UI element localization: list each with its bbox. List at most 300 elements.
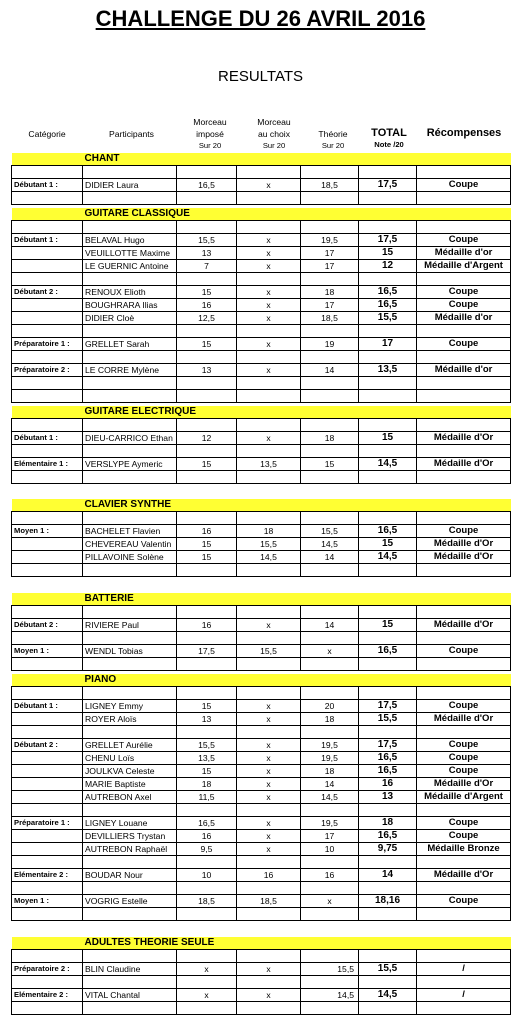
impose-score-cell: 15 <box>177 700 237 713</box>
total-cell: 17,5 <box>359 179 417 192</box>
award-cell: Coupe <box>417 700 511 713</box>
total-cell: 16,5 <box>359 765 417 778</box>
award-cell <box>417 512 511 525</box>
choix-score-cell <box>237 804 301 817</box>
category-cell <box>12 804 83 817</box>
theorie-score-cell <box>301 166 359 179</box>
impose-score-cell <box>177 804 237 817</box>
participant-cell: VITAL Chantal <box>83 989 177 1002</box>
total-cell: 15 <box>359 432 417 445</box>
category-cell <box>12 351 83 364</box>
theorie-score-cell: 14 <box>301 778 359 791</box>
total-cell <box>359 512 417 525</box>
theorie-score-cell <box>301 882 359 895</box>
choix-score-cell: x <box>237 817 301 830</box>
choix-score-cell: x <box>237 338 301 351</box>
blank-row <box>12 1002 511 1015</box>
theorie-score-cell: 18,5 <box>301 179 359 192</box>
impose-score-cell <box>177 882 237 895</box>
category-cell <box>12 1002 83 1015</box>
total-cell <box>359 882 417 895</box>
participant-cell: AUTREBON Axel <box>83 791 177 804</box>
blank-row <box>12 512 511 525</box>
choix-score-cell <box>237 512 301 525</box>
impose-score-cell <box>177 445 237 458</box>
choix-score-cell <box>237 192 301 205</box>
theorie-score-cell: 14,5 <box>301 791 359 804</box>
participant-cell <box>83 658 177 671</box>
blank-row <box>12 882 511 895</box>
theorie-score-cell <box>301 908 359 921</box>
theorie-score-cell <box>301 390 359 403</box>
category-cell <box>12 606 83 619</box>
category-cell <box>12 908 83 921</box>
award-cell <box>417 192 511 205</box>
blank-row <box>12 950 511 963</box>
blank-row <box>12 221 511 234</box>
award-cell: Coupe <box>417 525 511 538</box>
theorie-score-cell <box>301 1002 359 1015</box>
impose-score-cell <box>177 192 237 205</box>
category-cell <box>12 221 83 234</box>
participant-cell <box>83 377 177 390</box>
blank-row <box>12 908 511 921</box>
theorie-score-cell: 15,5 <box>301 963 359 976</box>
participant-cell: LE GUERNIC Antoine <box>83 260 177 273</box>
award-cell: Coupe <box>417 338 511 351</box>
section-title: GUITARE CLASSIQUE <box>83 208 511 221</box>
theorie-score-cell <box>301 512 359 525</box>
result-row <box>12 645 511 658</box>
result-row <box>12 989 511 1002</box>
total-cell: 18,16 <box>359 895 417 908</box>
category-cell <box>12 778 83 791</box>
theorie-score-cell: 18,5 <box>301 312 359 325</box>
choix-score-cell: x <box>237 778 301 791</box>
award-cell: Coupe <box>417 752 511 765</box>
choix-score-cell: x <box>237 364 301 377</box>
award-cell: Coupe <box>417 817 511 830</box>
participant-cell: CHEVEREAU Valentin <box>83 538 177 551</box>
theorie-score-cell <box>301 564 359 577</box>
category-cell: Moyen 1 : <box>12 895 83 908</box>
participant-cell: BOUDAR Nour <box>83 869 177 882</box>
impose-score-cell <box>177 950 237 963</box>
section-table <box>11 593 511 671</box>
participant-cell <box>83 166 177 179</box>
result-row <box>12 830 511 843</box>
participant-cell <box>83 192 177 205</box>
result-row <box>12 312 511 325</box>
award-cell <box>417 471 511 484</box>
category-cell <box>12 843 83 856</box>
blank-row <box>12 445 511 458</box>
impose-score-cell <box>177 512 237 525</box>
category-cell <box>12 765 83 778</box>
result-row <box>12 286 511 299</box>
impose-score-cell <box>177 325 237 338</box>
choix-score-cell: 13,5 <box>237 458 301 471</box>
category-cell: Moyen 1 : <box>12 645 83 658</box>
section-header-spacer <box>12 406 83 419</box>
total-cell <box>359 804 417 817</box>
award-cell <box>417 804 511 817</box>
choix-score-cell <box>237 908 301 921</box>
category-cell <box>12 830 83 843</box>
choix-score-cell: 18,5 <box>237 895 301 908</box>
theorie-score-cell: 17 <box>301 299 359 312</box>
participant-cell: LIGNEY Louane <box>83 817 177 830</box>
theorie-score-cell: 19,5 <box>301 739 359 752</box>
theorie-score-cell: 19,5 <box>301 234 359 247</box>
total-cell: 15 <box>359 538 417 551</box>
header-theorie-line1: Théorie <box>318 129 348 139</box>
impose-score-cell <box>177 390 237 403</box>
theorie-score-cell: x <box>301 645 359 658</box>
category-cell: Débutant 2 : <box>12 739 83 752</box>
section-header-row <box>12 406 511 419</box>
result-row <box>12 765 511 778</box>
total-cell: 17,5 <box>359 739 417 752</box>
result-row <box>12 458 511 471</box>
header-choix <box>244 116 304 152</box>
category-cell <box>12 260 83 273</box>
participant-cell: LE CORRE Mylène <box>83 364 177 377</box>
impose-score-cell: 15 <box>177 286 237 299</box>
total-cell: 14 <box>359 869 417 882</box>
choix-score-cell <box>237 166 301 179</box>
participant-cell: GRELLET Sarah <box>83 338 177 351</box>
category-cell <box>12 950 83 963</box>
theorie-score-cell <box>301 192 359 205</box>
participant-cell: BACHELET Flavien <box>83 525 177 538</box>
award-cell <box>417 390 511 403</box>
impose-score-cell: 15 <box>177 765 237 778</box>
impose-score-cell <box>177 419 237 432</box>
category-cell: Débutant 1 : <box>12 432 83 445</box>
choix-score-cell <box>237 1002 301 1015</box>
header-impose <box>180 116 240 152</box>
header-participants: Participants <box>109 129 154 139</box>
result-row <box>12 963 511 976</box>
category-cell <box>12 325 83 338</box>
header-choix-line2: au choix <box>257 129 290 139</box>
impose-score-cell: 16 <box>177 299 237 312</box>
choix-score-cell: x <box>237 963 301 976</box>
total-cell <box>359 390 417 403</box>
category-cell <box>12 247 83 260</box>
impose-score-cell: 16,5 <box>177 179 237 192</box>
section-header-spacer <box>12 499 83 512</box>
choix-score-cell: x <box>237 791 301 804</box>
total-cell <box>359 950 417 963</box>
participant-cell: RIVIERE Paul <box>83 619 177 632</box>
category-cell <box>12 687 83 700</box>
choix-score-cell <box>237 726 301 739</box>
participant-cell: BLIN Claudine <box>83 963 177 976</box>
blank-row <box>12 192 511 205</box>
impose-score-cell <box>177 564 237 577</box>
total-cell <box>359 471 417 484</box>
total-cell <box>359 351 417 364</box>
total-cell <box>359 273 417 286</box>
choix-score-cell <box>237 632 301 645</box>
category-cell <box>12 791 83 804</box>
total-cell <box>359 1002 417 1015</box>
blank-row <box>12 976 511 989</box>
category-cell <box>12 658 83 671</box>
result-row <box>12 179 511 192</box>
participant-cell: AUTREBON Raphaël <box>83 843 177 856</box>
award-cell <box>417 908 511 921</box>
category-cell: Préparatoire 1 : <box>12 338 83 351</box>
choix-score-cell <box>237 687 301 700</box>
total-cell: 9,75 <box>359 843 417 856</box>
header-categorie: Catégorie <box>28 129 66 139</box>
section-title: CLAVIER SYNTHE <box>83 499 511 512</box>
theorie-score-cell: 18 <box>301 286 359 299</box>
header-recompenses: Récompenses <box>426 127 502 139</box>
award-cell: Coupe <box>417 179 511 192</box>
award-cell <box>417 564 511 577</box>
award-cell: Médaille d'Or <box>417 458 511 471</box>
impose-score-cell: 15 <box>177 458 237 471</box>
theorie-score-cell <box>301 632 359 645</box>
award-cell: Médaille d'Or <box>417 619 511 632</box>
result-row <box>12 525 511 538</box>
section-table <box>11 499 511 577</box>
total-cell <box>359 192 417 205</box>
award-cell <box>417 726 511 739</box>
impose-score-cell: 12,5 <box>177 312 237 325</box>
blank-row <box>12 804 511 817</box>
total-cell: 13 <box>359 791 417 804</box>
blank-row <box>12 471 511 484</box>
theorie-score-cell: 17 <box>301 830 359 843</box>
page-title-text: CHALLENGE DU 26 AVRIL 2016 <box>95 6 426 31</box>
award-cell <box>417 445 511 458</box>
result-row <box>12 299 511 312</box>
impose-score-cell: 15 <box>177 538 237 551</box>
result-row <box>12 791 511 804</box>
award-cell <box>417 351 511 364</box>
impose-score-cell: 12 <box>177 432 237 445</box>
result-row <box>12 700 511 713</box>
impose-score-cell: 16 <box>177 619 237 632</box>
impose-score-cell <box>177 221 237 234</box>
total-cell <box>359 419 417 432</box>
total-cell: 14,5 <box>359 551 417 564</box>
choix-score-cell: x <box>237 286 301 299</box>
participant-cell <box>83 976 177 989</box>
total-cell: 17,5 <box>359 700 417 713</box>
award-cell <box>417 856 511 869</box>
theorie-score-cell: 20 <box>301 700 359 713</box>
blank-row <box>12 351 511 364</box>
category-cell: Débutant 1 : <box>12 179 83 192</box>
category-cell: Elémentaire 2 : <box>12 869 83 882</box>
theorie-score-cell <box>301 950 359 963</box>
choix-score-cell: x <box>237 752 301 765</box>
blank-row <box>12 377 511 390</box>
participant-cell <box>83 325 177 338</box>
choix-score-cell <box>237 390 301 403</box>
participant-cell <box>83 419 177 432</box>
total-cell <box>359 976 417 989</box>
participant-cell: ROYER Aloïs <box>83 713 177 726</box>
header-total-line2: Note /20 <box>374 140 404 149</box>
participant-cell: DIEU-CARRICO Ethan <box>83 432 177 445</box>
participant-cell: DIDIER Laura <box>83 179 177 192</box>
participant-cell <box>83 726 177 739</box>
theorie-score-cell: 14 <box>301 619 359 632</box>
choix-score-cell: x <box>237 830 301 843</box>
impose-score-cell <box>177 166 237 179</box>
impose-score-cell: 13 <box>177 364 237 377</box>
award-cell: / <box>417 989 511 1002</box>
section-table <box>11 937 511 1015</box>
award-cell <box>417 687 511 700</box>
award-cell: Coupe <box>417 895 511 908</box>
page-subtitle: RESULTATS <box>217 68 303 85</box>
impose-score-cell: 15 <box>177 551 237 564</box>
theorie-score-cell: 10 <box>301 843 359 856</box>
theorie-score-cell: 14,5 <box>301 538 359 551</box>
result-row <box>12 551 511 564</box>
result-row <box>12 234 511 247</box>
impose-score-cell: 16,5 <box>177 817 237 830</box>
award-cell <box>417 1002 511 1015</box>
impose-score-cell: 13,5 <box>177 752 237 765</box>
result-row <box>12 260 511 273</box>
impose-score-cell: 16 <box>177 525 237 538</box>
impose-score-cell <box>177 687 237 700</box>
category-cell <box>12 312 83 325</box>
result-row <box>12 338 511 351</box>
participant-cell <box>83 221 177 234</box>
category-cell <box>12 192 83 205</box>
header-choix-line1: Morceau <box>257 117 291 127</box>
theorie-score-cell <box>301 606 359 619</box>
theorie-score-cell <box>301 445 359 458</box>
total-cell: 17,5 <box>359 234 417 247</box>
award-cell <box>417 325 511 338</box>
total-cell: 16,5 <box>359 830 417 843</box>
total-cell: 13,5 <box>359 364 417 377</box>
header-impose-line2: imposé <box>196 129 224 139</box>
participant-cell: CHENU Loïs <box>83 752 177 765</box>
participant-cell <box>83 471 177 484</box>
award-cell <box>417 976 511 989</box>
theorie-score-cell: 14,5 <box>301 989 359 1002</box>
choix-score-cell: 15,5 <box>237 538 301 551</box>
header-impose-line1: Morceau <box>193 117 227 127</box>
choix-score-cell: x <box>237 619 301 632</box>
section-table <box>11 153 511 205</box>
impose-score-cell <box>177 856 237 869</box>
award-cell: Médaille d'Or <box>417 551 511 564</box>
result-row <box>12 538 511 551</box>
choix-score-cell: 18 <box>237 525 301 538</box>
theorie-score-cell: 18 <box>301 713 359 726</box>
section-title: BATTERIE <box>83 593 511 606</box>
blank-row <box>12 687 511 700</box>
participant-cell <box>83 390 177 403</box>
result-row <box>12 817 511 830</box>
award-cell <box>417 419 511 432</box>
theorie-score-cell: 14 <box>301 364 359 377</box>
choix-score-cell <box>237 377 301 390</box>
award-cell: Coupe <box>417 765 511 778</box>
theorie-score-cell: 19,5 <box>301 752 359 765</box>
participant-cell <box>83 687 177 700</box>
section-header-spacer <box>12 153 83 166</box>
category-cell <box>12 882 83 895</box>
section-header-row <box>12 153 511 166</box>
section-header-row <box>12 499 511 512</box>
choix-score-cell: 16 <box>237 869 301 882</box>
theorie-score-cell: 19 <box>301 338 359 351</box>
participant-cell <box>83 273 177 286</box>
choix-score-cell: x <box>237 179 301 192</box>
theorie-score-cell <box>301 976 359 989</box>
choix-score-cell: x <box>237 234 301 247</box>
section-header-spacer <box>12 674 83 687</box>
participant-cell: DIDIER Cloè <box>83 312 177 325</box>
award-cell <box>417 950 511 963</box>
blank-row <box>12 658 511 671</box>
page-title <box>0 6 521 32</box>
result-row <box>12 869 511 882</box>
category-cell <box>12 512 83 525</box>
choix-score-cell <box>237 882 301 895</box>
total-cell: 14,5 <box>359 989 417 1002</box>
header-total <box>360 127 418 151</box>
impose-score-cell <box>177 632 237 645</box>
theorie-score-cell: 19,5 <box>301 817 359 830</box>
participant-cell: WENDL Tobias <box>83 645 177 658</box>
participant-cell: LIGNEY Emmy <box>83 700 177 713</box>
theorie-score-cell <box>301 273 359 286</box>
participant-cell: VEUILLOTTE Maxime <box>83 247 177 260</box>
participant-cell <box>83 351 177 364</box>
participant-cell <box>83 882 177 895</box>
category-cell <box>12 564 83 577</box>
choix-score-cell: x <box>237 312 301 325</box>
section-title: GUITARE ELECTRIQUE <box>83 406 511 419</box>
section-header-row <box>12 593 511 606</box>
award-cell: Médaille d'Or <box>417 432 511 445</box>
award-cell: Médaille d'Argent <box>417 260 511 273</box>
award-cell <box>417 882 511 895</box>
award-cell: Médaille Bronze <box>417 843 511 856</box>
category-cell: Débutant 1 : <box>12 234 83 247</box>
award-cell: Médaille d'or <box>417 364 511 377</box>
choix-score-cell: x <box>237 765 301 778</box>
impose-score-cell: 15,5 <box>177 234 237 247</box>
total-cell <box>359 726 417 739</box>
category-cell <box>12 726 83 739</box>
award-cell <box>417 273 511 286</box>
result-row <box>12 752 511 765</box>
theorie-score-cell <box>301 351 359 364</box>
award-cell <box>417 658 511 671</box>
section-header-spacer <box>12 593 83 606</box>
award-cell: Coupe <box>417 234 511 247</box>
choix-score-cell <box>237 471 301 484</box>
award-cell: Médaille d'Argent <box>417 791 511 804</box>
participant-cell: BOUGHRARA Ilias <box>83 299 177 312</box>
